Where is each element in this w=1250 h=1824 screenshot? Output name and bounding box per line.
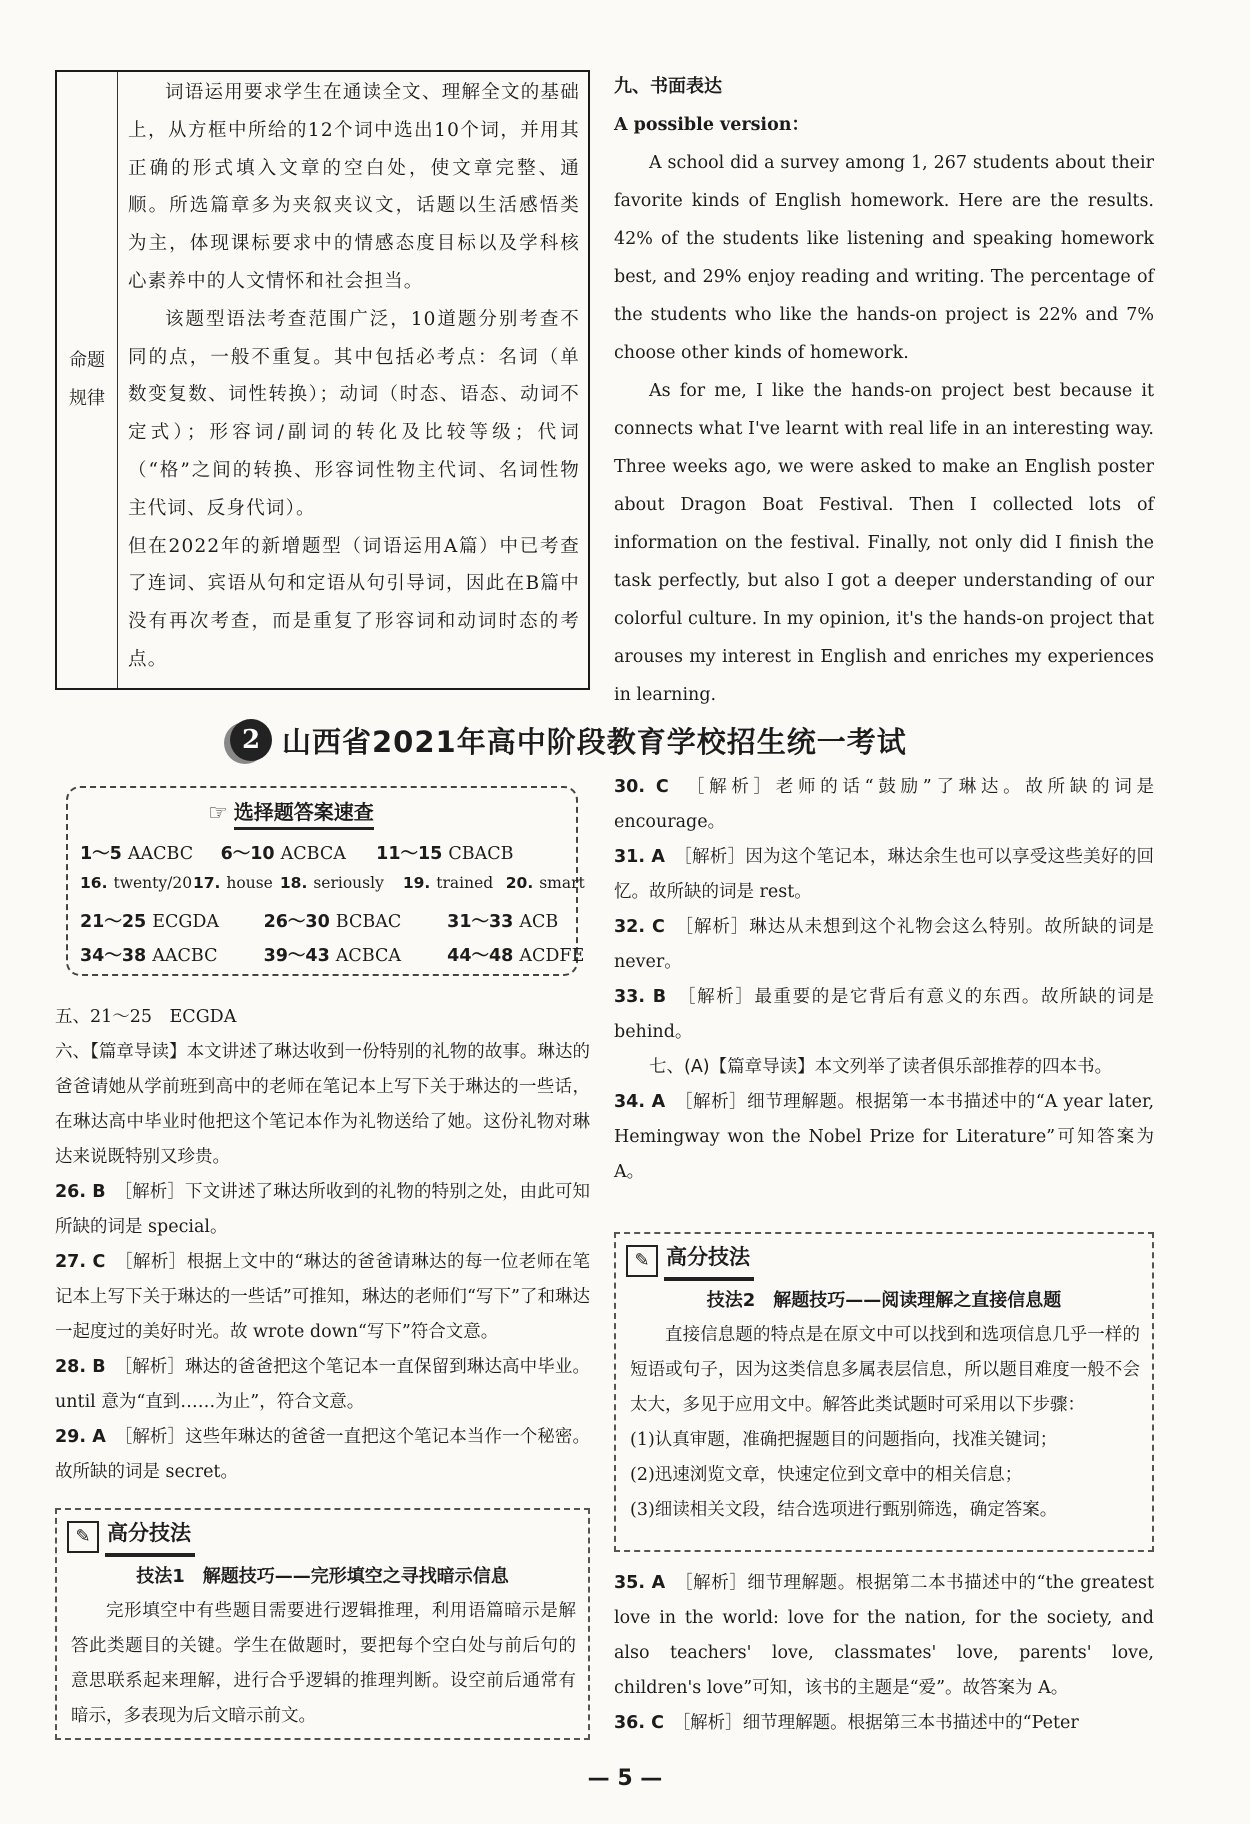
answer-item: 27. C ［解析］根据上文中的“琳达的爸爸请琳达的每一位老师在笔记本上写下关于琳达的一些话”可推知，琳达的老师们“写下”了和琳达一起度过的美好时光。故 wrote down“写下”符合文意。 [55, 1252, 591, 1342]
rule-para: 词语运用要求学生在通读全文、理解全文的基础上，从方框中所给的12个词中选出10个词，并用其正确的形式填入文章的空白处，使文章完整、通顺。所选篇章多为夹叙夹议文，话题以生活感悟类为主，体现课标要求中的情感态度目标以及学科核心素养中的人文情怀和社会担当。 [128, 82, 580, 292]
answer-key-title: ☞ 选择题答案速查 [208, 796, 374, 830]
answer-key-row: 1～5 AACBC 6～10 ACBCA 11～15 CBACB [80, 844, 514, 864]
section6-overview: 六、【篇章导读】本文讲述了琳达收到一份特别的礼物的故事。琳达的爸爸请她从学前班到高中的老师在笔记本上写下关于琳达的一些话，在琳达高中毕业时他把这个笔记本作为礼物送给了她。这份礼物对琳达来说既特别又珍贵。 [55, 1042, 591, 1167]
answer-key-row: 21～25 ECGDA 26～30 BCBAC 31～33 ACB [80, 912, 559, 932]
sample-essay [614, 68, 1154, 714]
answer-item: 32. C ［解析］琳达从未想到这个礼物会这么特别。故所缺的词是 never。 [614, 917, 1155, 972]
pointing-hand-icon: ☞ [208, 800, 228, 826]
rule-para: 但在2022年的新增题型（词语运用A篇）中已考查了连词、宾语从句和定语从句引导词，因此在B篇中没有再次考查，而是重复了形容词和动词时态的考点。 [128, 535, 580, 670]
answer-key-row: 34～38 AACBC 39～43 ACBCA 44～48 ACDFE [80, 946, 585, 966]
answer-item: 29. A ［解析］这些年琳达的爸爸一直把这个笔记本当作一个秘密。故所缺的词是 secret。 [55, 1427, 591, 1482]
answer-item: 33. B ［解析］最重要的是它背后有意义的东西。故所缺的词是 behind。 [614, 987, 1155, 1042]
tip-text: 直接信息题的特点是在原文中可以找到和选项信息几乎一样的短语或句子，因为这类信息多属表层信息，所以题目难度一般不会太大，多见于应用文中。解答此类试题时可采用以下步骤： (1)认真审题，准确把握题目的问题指向，找准关键词； (2)迅速浏览文章，快速定位到文章中的相关信息； (3)细读相关文段，结合选项进行甄别筛选，确定答案。 [630, 1325, 1140, 1520]
tip-header: ✎ 高分技法 [67, 1516, 588, 1557]
essay-heading: 九、书面表达 [614, 76, 722, 97]
section-number-badge: 2 [230, 719, 272, 761]
answer-item: 34. A ［解析］细节理解题。根据第一本书描述中的“A year later, Hemingway won the Nobel Prize for Literature”可知答案为 A。 [614, 1092, 1155, 1182]
answer-item: 31. A ［解析］因为这个笔记本，琳达余生也可以享受这些美好的回忆。故所缺的词是 rest。 [614, 847, 1155, 902]
answer-key-row: 16. twenty/20 17. house 18. seriously 19. trained 20. smart [80, 874, 585, 892]
rule-label-line1: 命题 [69, 350, 105, 371]
tip-subtitle: 技法2 解题技巧——阅读理解之直接信息题 [706, 1290, 1062, 1311]
tip-header: ✎ 高分技法 [626, 1240, 1152, 1281]
page-number: — 5 — [587, 1766, 663, 1791]
essay-para: A school did a survey among 1, 267 students about their favorite kinds of English homework. Here are the results. 42% of the students like listening and speaking homework best, and 29% enjoy reading and writing. The percentage of the students who like the hands-on project is 22% and 7% choose other kinds of homework. [614, 153, 1154, 363]
right-column-top [614, 770, 1154, 1190]
rule-table [55, 70, 590, 690]
section-banner [230, 715, 907, 765]
answer-item: 30. C ［解析］老师的话“鼓励”了琳达。故所缺的词是 encourage。 [614, 777, 1155, 832]
rule-label-line2: 规律 [69, 388, 105, 409]
right-column-bottom [614, 1566, 1154, 1741]
tip-box-1 [55, 1508, 590, 1740]
answer-item: 35. A ［解析］细节理解题。根据第二本书描述中的“the greatest love in the world: love for the nation, for the society, and also teachers' love, classmates' love, parents' love, children's love”可知，该书的主题是“爱”。故答案为 A。 [614, 1573, 1155, 1698]
tip-box-2 [614, 1232, 1154, 1552]
answer-item: 28. B ［解析］琳达的爸爸把这个笔记本一直保留到琳达高中毕业。until 意为“直到……为止”，符合文意。 [55, 1357, 591, 1412]
essay-para: As for me, I like the hands-on project best because it connects what I've learnt with real life in an interesting way. Three weeks ago, we were asked to make an English poster about Dragon Boat Festival. Then I collected lots of information on the festival. Finally, not only did I finish the task perfectly, but also I got a deeper understanding of our colorful culture. In my opinion, it's the hands-on project that arouses my interest in English and enriches my experiences in learning. [614, 381, 1154, 705]
answer-item: 36. C ［解析］细节理解题。根据第三本书描述中的“Peter [614, 1713, 1079, 1733]
rule-body [118, 72, 588, 688]
section5-answer: 五、21～25 ECGDA [55, 1007, 237, 1027]
tip-text: 完形填空中有些题目需要进行逻辑推理，利用语篇暗示是解答此类题目的关键。学生在做题时，要把每个空白处与前后句的意思联系起来理解，进行合乎逻辑的推理判断。设空前后通常有暗示，多表现为后文暗示前文。 [71, 1601, 576, 1726]
pen-icon: ✎ [67, 1521, 99, 1553]
left-column [55, 1000, 590, 1490]
rule-label [57, 72, 118, 688]
answer-item: 26. B ［解析］下文讲述了琳达所收到的礼物的特别之处，由此可知所缺的词是 special。 [55, 1182, 591, 1237]
answer-key-box [66, 786, 585, 976]
essay-version-label: A possible version： [614, 115, 809, 135]
section7-overview: 七、(A)【篇章导读】本文列举了读者俱乐部推荐的四本书。 [649, 1057, 1113, 1077]
rule-para: 该题型语法考查范围广泛，10道题分别考查不同的点，一般不重复。其中包括必考点：名词（单数变复数、词性转换）；动词（时态、语态、动词不定式）；形容词/副词的转化及比较等级；代词（“格”之间的转换、形容词性物主代词、名词性物主代词、反身代词）。 [128, 308, 580, 519]
section-title: 山西省2021年高中阶段教育学校招生统一考试 [282, 724, 907, 759]
tip-subtitle: 技法1 解题技巧——完形填空之寻找暗示信息 [136, 1566, 509, 1587]
pen-icon: ✎ [626, 1245, 658, 1277]
